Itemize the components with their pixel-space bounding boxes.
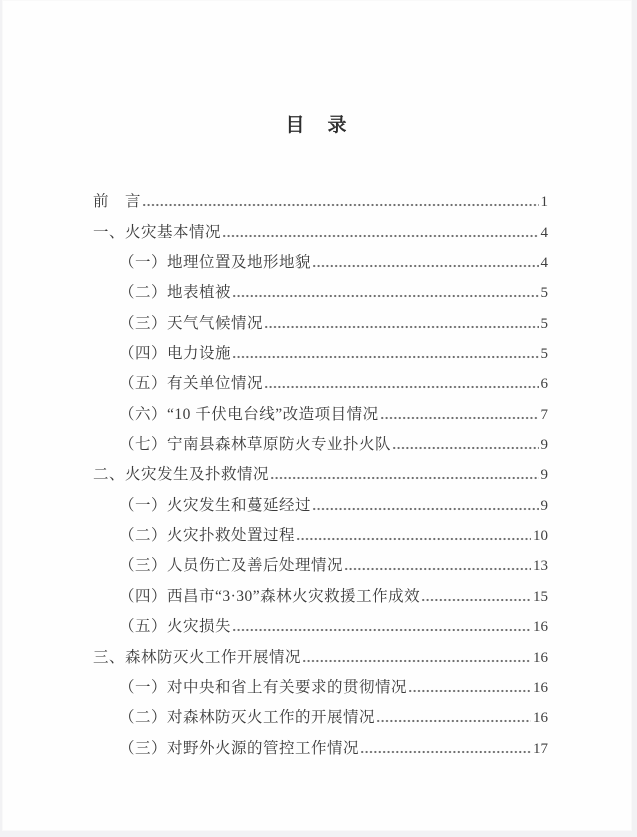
toc-entry-label: （一）地理位置及地形地貌 — [119, 254, 312, 272]
dot-leader — [222, 233, 538, 238]
toc-entry-page: 16 — [533, 619, 548, 636]
toc-entry — [93, 306, 548, 336]
toc-entry-page: 16 — [533, 679, 548, 696]
toc-entry-page: 15 — [533, 588, 548, 605]
toc-entry — [93, 458, 548, 488]
toc-entry-label: （六）“10 千伏电台线”改造项目情况 — [119, 405, 379, 423]
toc-entry-label: 一、火灾基本情况 — [93, 223, 222, 241]
toc-entry-label: 二、火灾发生及扑救情况 — [93, 466, 270, 484]
toc-entry — [93, 397, 548, 427]
dot-leader — [232, 293, 538, 298]
dot-leader — [264, 324, 538, 329]
toc-entry-label: 前 言 — [93, 193, 142, 211]
dot-leader — [270, 475, 538, 480]
toc-entry — [93, 731, 548, 761]
toc-list — [93, 185, 548, 762]
toc-entry — [93, 640, 548, 670]
toc-entry-page: 4 — [540, 224, 548, 241]
toc-entry-label: （五）有关单位情况 — [119, 375, 264, 393]
toc-entry-page: 16 — [533, 710, 548, 727]
dot-leader — [408, 688, 531, 693]
toc-entry — [93, 215, 548, 245]
toc-entry-page: 7 — [540, 406, 548, 423]
toc-entry-page: 1 — [540, 194, 548, 211]
toc-entry-page: 6 — [540, 376, 548, 393]
toc-entry-label: （七）宁南县森林草原防火专业扑火队 — [119, 436, 392, 454]
toc-entry-page: 5 — [540, 346, 548, 363]
dot-leader — [296, 536, 531, 541]
toc-entry-label: 三、森林防灭火工作开展情况 — [93, 648, 302, 666]
toc-entry — [93, 488, 548, 518]
document-page — [2, 0, 632, 831]
toc-entry-page: 17 — [533, 740, 548, 757]
page-title: 目 录 — [285, 115, 349, 136]
toc-entry-label: （二）火灾扑救处置过程 — [119, 527, 296, 545]
toc-entry-label: （二）对森林防灭火工作的开展情况 — [119, 709, 376, 727]
dot-leader — [312, 506, 538, 511]
toc-entry-label: （二）地表植被 — [119, 284, 232, 302]
toc-entry — [93, 246, 548, 276]
toc-entry — [93, 519, 548, 549]
toc-entry-label: （三）人员伤亡及善后处理情况 — [119, 557, 344, 575]
toc-entry-label: （一）火灾发生和蔓延经过 — [119, 496, 312, 514]
dot-leader — [421, 597, 531, 602]
dot-leader — [302, 658, 531, 663]
dot-leader — [376, 718, 531, 723]
toc-entry-label: （四）电力设施 — [119, 345, 232, 363]
dot-leader — [142, 202, 538, 207]
toc-entry — [93, 276, 548, 306]
dot-leader — [344, 566, 531, 571]
toc-entry — [93, 337, 548, 367]
toc-entry — [93, 367, 548, 397]
dot-leader — [380, 415, 539, 420]
toc-entry-page: 5 — [540, 285, 548, 302]
toc-entry-page: 13 — [533, 558, 548, 575]
toc-entry-page: 16 — [533, 649, 548, 666]
toc-entry-page: 9 — [540, 497, 548, 514]
dot-leader — [264, 384, 538, 389]
toc-entry-page: 9 — [540, 467, 548, 484]
toc-entry-label: （五）火灾损失 — [119, 618, 232, 636]
toc-entry — [93, 185, 548, 215]
toc-entry-label: （一）对中央和省上有关要求的贯彻情况 — [119, 678, 408, 696]
dot-leader — [232, 627, 531, 632]
toc-entry-page: 4 — [540, 255, 548, 272]
dot-leader — [392, 445, 538, 450]
toc-entry-page: 9 — [540, 437, 548, 454]
toc-entry — [93, 549, 548, 579]
toc-entry — [93, 701, 548, 731]
toc-entry-page: 10 — [533, 528, 548, 545]
dot-leader — [312, 263, 538, 268]
toc-entry — [93, 428, 548, 458]
toc-entry-label: （四）西昌市“3·30”森林火灾救援工作成效 — [119, 587, 421, 605]
toc-entry-page: 5 — [540, 315, 548, 332]
toc-entry-label: （三）对野外火源的管控工作情况 — [119, 739, 360, 757]
toc-entry — [93, 610, 548, 640]
toc-entry-label: （三）天气气候情况 — [119, 314, 264, 332]
dot-leader — [360, 749, 531, 754]
toc-entry — [93, 579, 548, 609]
toc-entry — [93, 671, 548, 701]
dot-leader — [232, 354, 538, 359]
